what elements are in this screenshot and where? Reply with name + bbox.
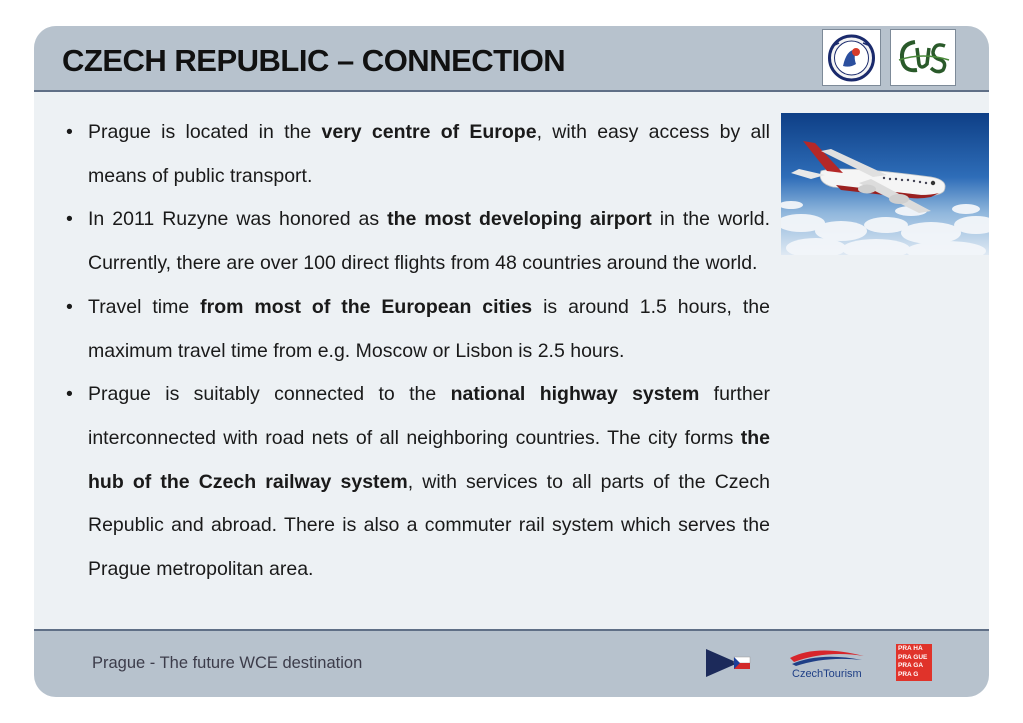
bullet-text: In 2011 Ruzyne was honored as	[88, 208, 388, 231]
bullet-item	[58, 373, 770, 592]
bullet-item	[58, 198, 770, 285]
czech-logo	[704, 643, 754, 683]
bullet-item	[58, 111, 770, 198]
bullet-emphasis: very centre of Europe	[321, 121, 537, 143]
czech-arrow-icon	[704, 643, 754, 683]
bullet-dot-icon: •	[66, 383, 73, 406]
airplane-photo	[781, 113, 989, 255]
cus-icon	[891, 30, 955, 85]
bullet-dot-icon: •	[66, 208, 73, 231]
crest-icon	[823, 30, 880, 85]
bullet-dot-icon: •	[66, 295, 73, 318]
society-crest-logo	[822, 29, 881, 86]
bullet-emphasis: national highway system	[450, 383, 700, 406]
airplane-icon	[781, 113, 989, 255]
bullet-dot-icon: •	[66, 121, 73, 143]
bullet-item	[58, 286, 770, 373]
footer-bar	[34, 631, 989, 697]
bullet-emphasis: the hub of the Czech railway system	[88, 426, 770, 493]
czechtourism-label: CzechTourism	[792, 668, 862, 680]
czechtourism-swoosh-icon	[786, 644, 868, 668]
cus-logo	[890, 29, 956, 86]
bullet-text: Prague is suitably connected to the	[88, 383, 451, 406]
bullet-text: further interconnected with road nets of all neighboring countries. The city forms	[88, 383, 771, 449]
slide	[34, 26, 989, 697]
czechtourism-logo	[786, 644, 868, 684]
header-divider	[34, 90, 989, 92]
bullet-emphasis: from most of the European cities	[200, 295, 533, 318]
header-bar	[34, 26, 989, 90]
bullet-emphasis: the most developing airport	[387, 208, 652, 231]
bullet-text: , with easy access by all means of public transport.	[88, 121, 771, 187]
bullet-text: Travel time	[88, 295, 201, 318]
bullet-text: Prague is located in the	[88, 121, 322, 143]
slide-title: CZECH REPUBLIC – CONNECTION	[62, 43, 566, 78]
bullet-list	[58, 111, 770, 592]
bullet-text: in the world. Currently, there are over 100 direct flights from 48 countries around the world.	[88, 208, 770, 275]
footer-caption: Prague - The future WCE destination	[92, 654, 363, 672]
bullet-text: , with services to all parts of the Czech Republic and abroad. There is also a commuter rail system which serves the Prague metropolitan area.	[88, 470, 770, 581]
praha-label: PRA HA PRA GUE PRA GA PRA G	[898, 645, 928, 678]
praha-logo	[896, 644, 932, 681]
bullet-text: is around 1.5 hours, the maximum travel time from e.g. Moscow or Lisbon is 2.5 hours.	[88, 295, 770, 362]
